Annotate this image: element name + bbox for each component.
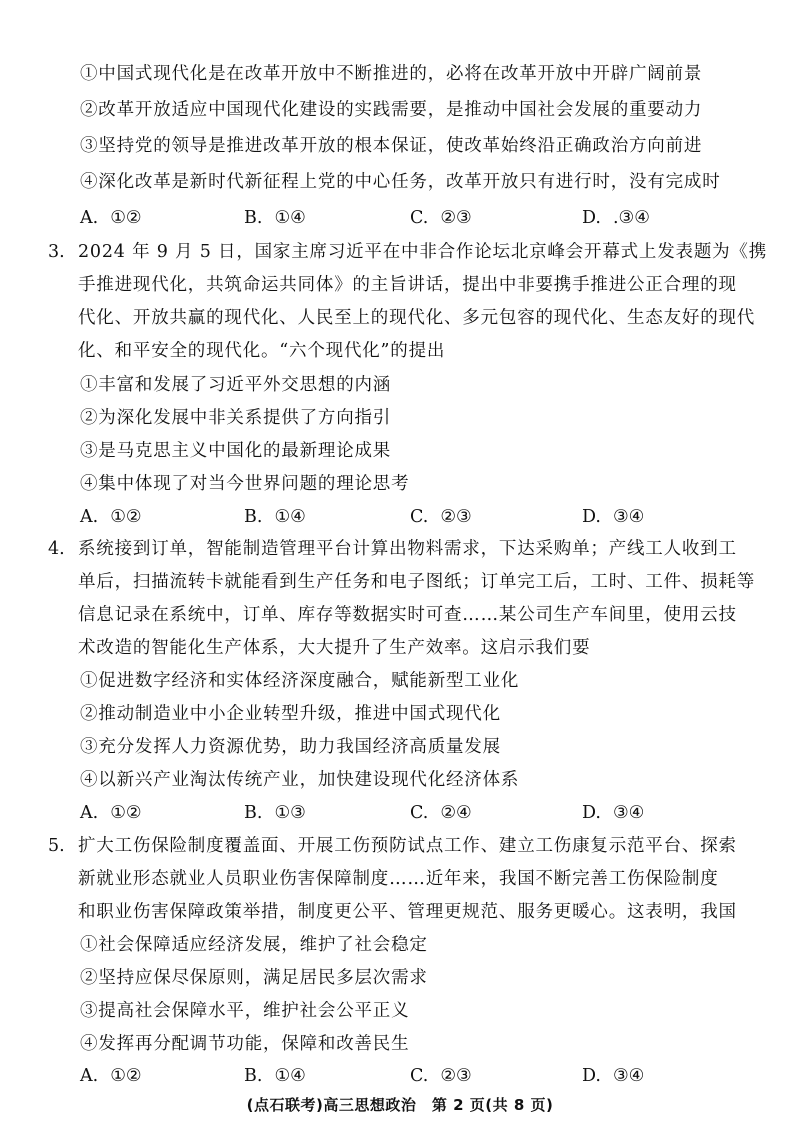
q2-item-1: ①中国式现代化是在改革开放中不断推进的，必将在改革开放中开辟广阔前景 — [80, 64, 703, 84]
q4-item-1: ①促进数字经济和实体经济深度融合，赋能新型工业化 — [80, 671, 520, 691]
q3-option-c[interactable] — [410, 505, 472, 529]
option-text: ②③ — [440, 208, 472, 228]
option-text: ①④ — [274, 1066, 306, 1086]
option-text: ②③ — [440, 507, 472, 527]
option-letter: A. — [80, 507, 99, 527]
option-text: ①④ — [274, 208, 306, 228]
option-text: .③④ — [612, 208, 650, 228]
option-text: ③④ — [612, 507, 645, 527]
option-text: ①② — [110, 208, 142, 228]
q4-item-4: ④以新兴产业淘汰传统产业，加快建设现代化经济体系 — [80, 770, 520, 790]
option-letter: C. — [410, 1066, 429, 1086]
option-letter: A. — [80, 208, 99, 228]
q4-stem-line-4: 术改造的智能化生产体系，大大提升了生产效率。这启示我们要 — [78, 638, 591, 658]
option-letter: B. — [244, 208, 263, 228]
question-number: 5. — [48, 836, 65, 856]
q4-stem-line-2: 单后，扫描流转卡就能看到生产任务和电子图纸；订单完工后，工时、工件、损耗等 — [78, 572, 756, 592]
q5-option-d[interactable] — [582, 1064, 644, 1088]
q4-option-c[interactable] — [410, 801, 472, 825]
q4-stem-line-3: 信息记录在系统中，订单、库存等数据实时可查……某公司生产车间里，使用云技 — [78, 605, 737, 625]
option-letter: D. — [582, 208, 601, 228]
option-text: ③④ — [612, 1066, 645, 1086]
q2-option-c[interactable] — [410, 206, 472, 230]
q3-item-3: ③是马克思主义中国化的最新理论成果 — [80, 441, 392, 461]
q2-option-a[interactable] — [80, 206, 142, 230]
option-text: ①② — [110, 803, 142, 823]
option-letter: A. — [80, 1066, 99, 1086]
q3-item-4: ④集中体现了对当今世界问题的理论思考 — [80, 474, 410, 494]
q3-item-2: ②为深化发展中非关系提供了方向指引 — [80, 408, 392, 428]
page-footer: (点石联考)高三思想政治 第 2 页(共 8 页) — [246, 1096, 554, 1114]
option-letter: D. — [582, 507, 601, 527]
q4-item-3: ③充分发挥人力资源优势，助力我国经济高质量发展 — [80, 737, 501, 757]
option-text: ③④ — [612, 803, 645, 823]
q5-stem-line-3: 和职业伤害保障政策举措，制度更公平、管理更规范、服务更暖心。这表明，我国 — [78, 902, 737, 922]
q2-option-b[interactable] — [244, 206, 306, 230]
option-letter: C. — [410, 208, 429, 228]
q4-item-2: ②推动制造业中小企业转型升级，推进中国式现代化 — [80, 704, 501, 724]
q5-option-c[interactable] — [410, 1064, 472, 1088]
option-text: ②④ — [440, 803, 472, 823]
q3-stem-line-2: 手推进现代化，共筑命运共同体》的主旨讲话，提出中非要携手推进公正合理的现 — [78, 275, 737, 295]
option-letter: B. — [244, 803, 263, 823]
q4-stem-line-1: 系统接到订单，智能制造管理平台计算出物料需求，下达采购单；产线工人收到工 — [78, 539, 737, 559]
q5-item-4: ④发挥再分配调节功能，保障和改善民生 — [80, 1034, 410, 1054]
q3-item-1: ①丰富和发展了习近平外交思想的内涵 — [80, 375, 392, 395]
q3-stem-line-4: 化、和平安全的现代化。“六个现代化”的提出 — [78, 341, 446, 361]
q3-option-b[interactable] — [244, 505, 306, 529]
option-text: ①② — [110, 507, 142, 527]
option-letter: C. — [410, 507, 429, 527]
q4-option-d[interactable] — [582, 801, 644, 825]
q5-item-2: ②坚持应保尽保原则，满足居民多层次需求 — [80, 968, 428, 988]
question-number: 4. — [48, 539, 65, 559]
q3-option-a[interactable] — [80, 505, 142, 529]
option-text: ②③ — [440, 1066, 472, 1086]
option-letter: D. — [582, 803, 601, 823]
option-letter: B. — [244, 507, 263, 527]
option-letter: D. — [582, 1066, 601, 1086]
q4-option-a[interactable] — [80, 801, 142, 825]
q5-item-3: ③提高社会保障水平，维护社会公平正义 — [80, 1001, 410, 1021]
q5-option-b[interactable] — [244, 1064, 306, 1088]
q3-stem-line-1: 2024 年 9 月 5 日，国家主席习近平在中非合作论坛北京峰会开幕式上发表题为《携 — [78, 242, 768, 262]
q5-stem-line-2: 新就业形态就业人员职业伤害保障制度……近年来，我国不断完善工伤保险制度 — [78, 869, 719, 889]
option-letter: B. — [244, 1066, 263, 1086]
q5-option-a[interactable] — [80, 1064, 142, 1088]
q3-option-d[interactable] — [582, 505, 644, 529]
q3-stem-line-3: 代化、开放共赢的现代化、人民至上的现代化、多元包容的现代化、生态友好的现代 — [78, 308, 756, 328]
q5-item-1: ①社会保障适应经济发展，维护了社会稳定 — [80, 935, 428, 955]
q2-item-3: ③坚持党的领导是推进改革开放的根本保证，使改革始终沿正确政治方向前进 — [80, 136, 703, 156]
option-letter: A. — [80, 803, 99, 823]
q2-item-2: ②改革开放适应中国现代化建设的实践需要，是推动中国社会发展的重要动力 — [80, 100, 703, 120]
option-text: ①③ — [274, 803, 306, 823]
option-text: ①④ — [274, 507, 306, 527]
q2-item-4: ④深化改革是新时代新征程上党的中心任务，改革开放只有进行时，没有完成时 — [80, 172, 721, 192]
q5-stem-line-1: 扩大工伤保险制度覆盖面、开展工伤预防试点工作、建立工伤康复示范平台、探索 — [78, 836, 737, 856]
option-text: ①② — [110, 1066, 142, 1086]
question-number: 3. — [48, 242, 65, 262]
option-letter: C. — [410, 803, 429, 823]
q4-option-b[interactable] — [244, 801, 306, 825]
q2-option-d[interactable] — [582, 206, 650, 230]
